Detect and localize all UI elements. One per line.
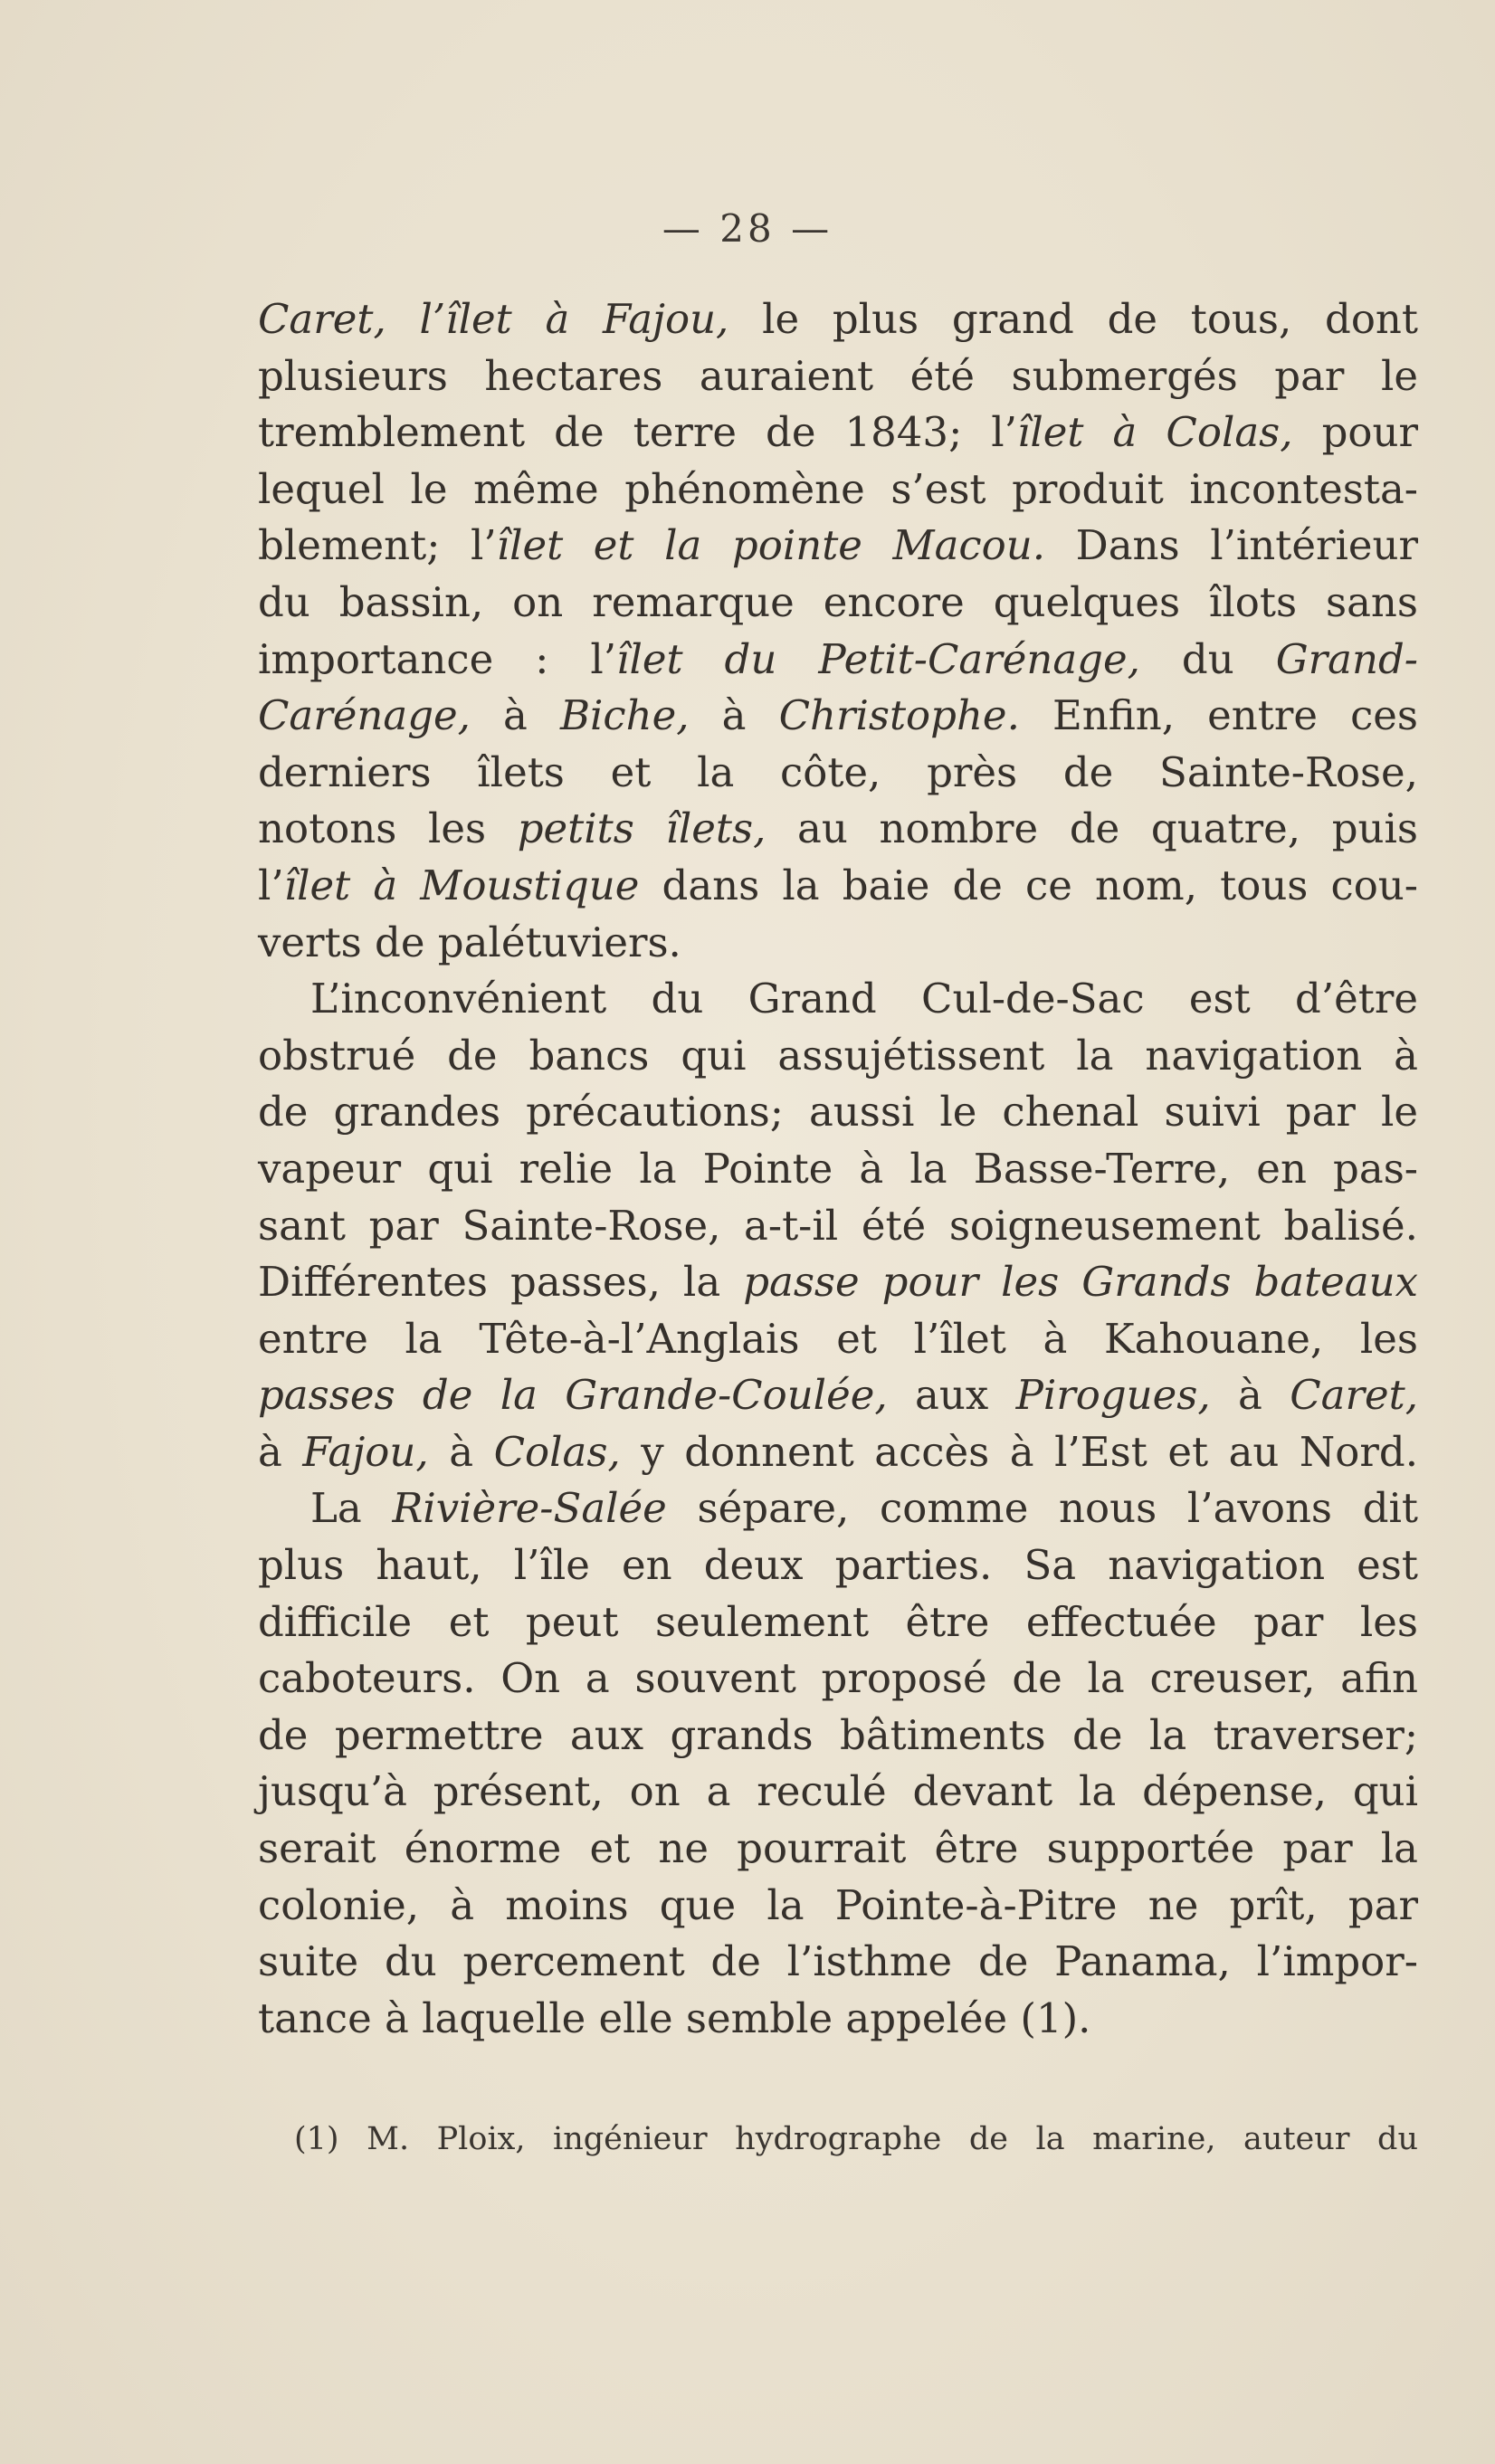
italic-text: Carénage, (258, 691, 471, 740)
text-run: sant par Sainte-Rose, a-t-il été soigneusement balisé. (258, 1201, 1418, 1250)
text-line (258, 404, 1418, 461)
italic-text: Grand- (1275, 634, 1418, 683)
text-run: plus haut, l’île en deux parties. Sa navigation est (258, 1541, 1418, 1590)
text-run: serait énorme et ne pourrait être supportée par la (258, 1824, 1418, 1873)
text-line (258, 348, 1418, 405)
italic-text: îlet et la pointe Macou. (496, 521, 1046, 570)
text-line (258, 1028, 1418, 1085)
body-text (258, 291, 1418, 2047)
text-line (258, 1934, 1418, 1991)
italic-text: Pirogues, (1015, 1371, 1211, 1420)
text-run: dans la baie de ce nom, tous cou- (639, 861, 1418, 909)
text-run: Dans l’intérieur (1045, 521, 1419, 570)
text-run: difficile et peut seulement être effectuée par les (258, 1597, 1418, 1646)
text-line (258, 1594, 1418, 1651)
page-number: — 28 — (662, 206, 833, 251)
text-line (258, 1708, 1418, 1765)
text-line (258, 688, 1418, 745)
text-run: à (689, 691, 779, 740)
text-run: blement; l’ (258, 521, 497, 570)
text-run: de permettre aux grands bâtiments de la traverser; (258, 1710, 1418, 1759)
italic-text: Biche, (559, 691, 690, 740)
text-run: Différentes passes, la (258, 1258, 744, 1307)
italic-text: Caret, l’îlet à Fajou, (258, 295, 729, 343)
text-line (258, 1821, 1418, 1878)
text-run: au nombre de quatre, puis (766, 804, 1418, 853)
text-run: notons les (258, 804, 518, 853)
text-run: plusieurs hectares auraient été submergés par le (258, 351, 1418, 400)
text-run: du (1139, 634, 1276, 683)
text-run: suite du percement de l’isthme de Panama, l’impor- (258, 1937, 1418, 1986)
italic-text: Caret, (1290, 1371, 1418, 1420)
text-line (258, 1424, 1418, 1481)
text-run: derniers îlets et la côte, près de Sainte-Rose, (258, 747, 1418, 796)
text-line (258, 1254, 1418, 1311)
italic-text: Rivière-Salée (392, 1484, 667, 1533)
text-line (258, 745, 1418, 802)
text-run: à (1210, 1371, 1290, 1420)
text-line (258, 518, 1418, 575)
italic-text: petits îlets, (517, 804, 767, 853)
text-line (258, 1084, 1418, 1141)
footnote: (1) M. Ploix, ingénieur hydrographe de la marine, auteur du (294, 2121, 1418, 2157)
text-line (258, 291, 1418, 348)
text-run: verts de palétuviers. (258, 918, 681, 966)
text-run: La (310, 1484, 393, 1533)
text-line (258, 915, 1418, 972)
text-run: de grandes précautions; aussi le chenal suivi par le (258, 1088, 1418, 1137)
text-run: à (470, 691, 560, 740)
italic-text: passe pour les Grands bateaux (743, 1258, 1418, 1307)
text-run: pour (1292, 408, 1419, 457)
text-run: le plus grand de tous, dont (728, 295, 1419, 343)
text-run: Enfin, entre ces (1019, 691, 1419, 740)
text-line (258, 1198, 1418, 1255)
italic-text: Colas, (493, 1427, 621, 1476)
text-line (258, 858, 1418, 915)
text-run: obstrué de bancs qui assujétissent la navigation à (258, 1031, 1418, 1080)
text-run: caboteurs. On a souvent proposé de la creuser, afin (258, 1654, 1418, 1703)
text-run: à (428, 1427, 494, 1476)
text-line (258, 1764, 1418, 1821)
text-line (258, 1651, 1418, 1708)
text-run: entre la Tête-à-l’Anglais et l’îlet à Kahouane, les (258, 1314, 1418, 1363)
text-run: L’inconvénient du Grand Cul-de-Sac est d’être (310, 975, 1418, 1023)
text-run: importance : l’ (258, 634, 617, 683)
text-line (258, 461, 1418, 518)
text-line (258, 632, 1418, 689)
text-run: sépare, comme nous l’avons dit (666, 1484, 1419, 1533)
text-run: lequel le même phénomène s’est produit incontesta- (258, 464, 1418, 513)
text-line (258, 575, 1418, 632)
text-run: aux (887, 1371, 1016, 1420)
italic-text: Fajou, (302, 1427, 429, 1476)
text-run: tance à laquelle elle semble appelée (1). (258, 1993, 1091, 2042)
text-run: colonie, à moins que la Pointe-à-Pitre ne prît, par (258, 1880, 1418, 1929)
text-line (258, 801, 1418, 858)
text-run: à (258, 1427, 303, 1476)
text-run: y donnent accès à l’Est et au Nord. (620, 1427, 1418, 1476)
italic-text: passes de la Grande-Coulée, (258, 1371, 888, 1420)
italic-text: îlet à Colas, (1016, 408, 1293, 457)
italic-text: îlet à Moustique (283, 861, 640, 909)
text-line (258, 1141, 1418, 1198)
text-run: l’ (258, 861, 284, 909)
text-line (258, 971, 1418, 1028)
italic-text: îlet du Petit-Carénage, (616, 634, 1140, 683)
text-line (258, 1311, 1418, 1368)
text-line (258, 1480, 1418, 1537)
text-line (258, 1367, 1418, 1424)
italic-text: Christophe. (778, 691, 1020, 740)
text-line (258, 1537, 1418, 1594)
text-line (258, 1878, 1418, 1935)
text-run: tremblement de terre de 1843; l’ (258, 408, 1017, 457)
text-run: du bassin, on remarque encore quelques îlots sans (258, 577, 1418, 626)
text-run: jusqu’à présent, on a reculé devant la dépense, qui (258, 1767, 1418, 1816)
text-line (258, 1991, 1418, 2048)
text-run: vapeur qui relie la Pointe à la Basse-Terre, en pas- (258, 1144, 1418, 1193)
